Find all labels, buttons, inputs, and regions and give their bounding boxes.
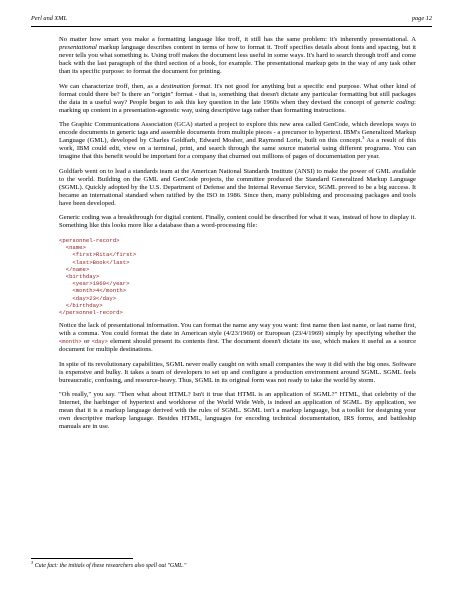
paragraph-5: Generic coding was a breakthrough for digital content. Finally, content could be described for what it was, instead of how to display it. Something like this looks more like a database than a word-processing file: <box>59 214 416 230</box>
paragraph-6: Notice the lack of presentational information. You can format the name any way you want: first name then last name, or last name first, with a comma. You could format the date in American style (4/23/1969) or European (23/4/1969) simply by specifying whether the <month> or <day> element should present its contents first. The document doesn't dictate its use, which makes it useful as a source document for multiple destinations. <box>59 322 416 354</box>
header-rule <box>31 26 432 27</box>
inline-code-day: <day> <box>91 339 108 346</box>
footnote-ref[interactable]: 3 <box>362 135 365 140</box>
paragraph-1: No matter how smart you make a formatting language like troff, it still has the same problem: it's inherently presentational. A presentational markup language describes content in terms of how to format it. Troff specifies details about fonts and spacing, but it never tells you what something is. Using troff makes the document less useful in some ways. It's hard to search through troff and come back with the last paragraph of the third section of a book, for example. The presentational markup gets in the way of any task other than its specific purpose: to format the document for printing. <box>59 36 416 75</box>
page-number: page 12 <box>411 15 432 22</box>
paragraph-8: "Oh really," you say. "Then what about HTML? Isn't it true that HTML is an application of SGML?" HTML, that celebrity of the Internet, the harbinger of hypertext and workhorse of the World Wide Web, is indeed an application of SGML. By application, we mean that it is a markup language derived with the rules of SGML. SGML isn't a markup language, but a toolkit for designing your own descriptive markup language. Besides HTML, languages for encoding technical documentation, IRS forms, and battleship manuals are in use. <box>59 391 416 431</box>
paragraph-7: In spite of its revolutionary capabilities, SGML never really caught on with small companies the way it did with the big ones. Software is expensive and bulky. It takes a team of developers to set up and configure a production environment around SGML. SGML feels bureaucratic, confusing, and resource-heavy. Thus, SGML in its original form was not ready to take the world by storm. <box>59 360 416 384</box>
code-block: <personnel-record> <name> <first>Rita</first> <last>Book</last> </name> <birthday> <year>1969</year> <month>4</month> <day>23</day> </birthday> </personnel-record> <box>59 236 137 316</box>
paragraph-3: The Graphic Communications Association (GCA) started a project to explore this new area called GenCode, which develops ways to encode documents in generic tags and assemble documents from multiple pieces - a precursor to hypertext. IBM's Generalized Markup Language (GML), developed by Charles Goldfarb, Edward Mosher, and Raymond Lorie, built on this concept.$^3$ As a result of this work, IBM could edit, view on a terminal, print, and search through the same source material using different programs. You can imagine that this benefit would be important for a company that churned out millions of pages of documentation per year. <box>59 121 416 161</box>
header-title: Perl and XML <box>31 15 68 22</box>
document-body <box>59 36 416 438</box>
footnote-rule <box>31 558 133 559</box>
footnote: $^3$ Cute fact: the initials of these researchers also spell out "GML." <box>31 560 187 569</box>
paragraph-4: Goldfarb went on to lead a standards team at the American National Standards Institute (ANSI) to make the power of GML available to the world. Building on the GML and GenCode projects, the committee produced the Standard Generalized Markup Language (SGML). Quickly adopted by the U.S. Department of Defense and the Internal Revenue Service, SGML proved to be a big success. It became an international standard when ratified by the ISO in 1986. Since then, many publishing and processing packages and tools have been developed. <box>59 167 416 207</box>
inline-code-month: <month> <box>59 339 82 346</box>
paragraph-2: We can characterize troff, then, as a destination format. It's not good for anything but a specific end purpose. What other kind of format could there be? Is there an "origin" format - that is, something that doesn't dictate any particular formatting but still packages the data in a useful way? People began to ask this key question in the late 1960s when they devised the concept of generic coding: marking up content in a presentation-agnostic way, using descriptive tags rather than formatting instructions. <box>59 82 416 114</box>
